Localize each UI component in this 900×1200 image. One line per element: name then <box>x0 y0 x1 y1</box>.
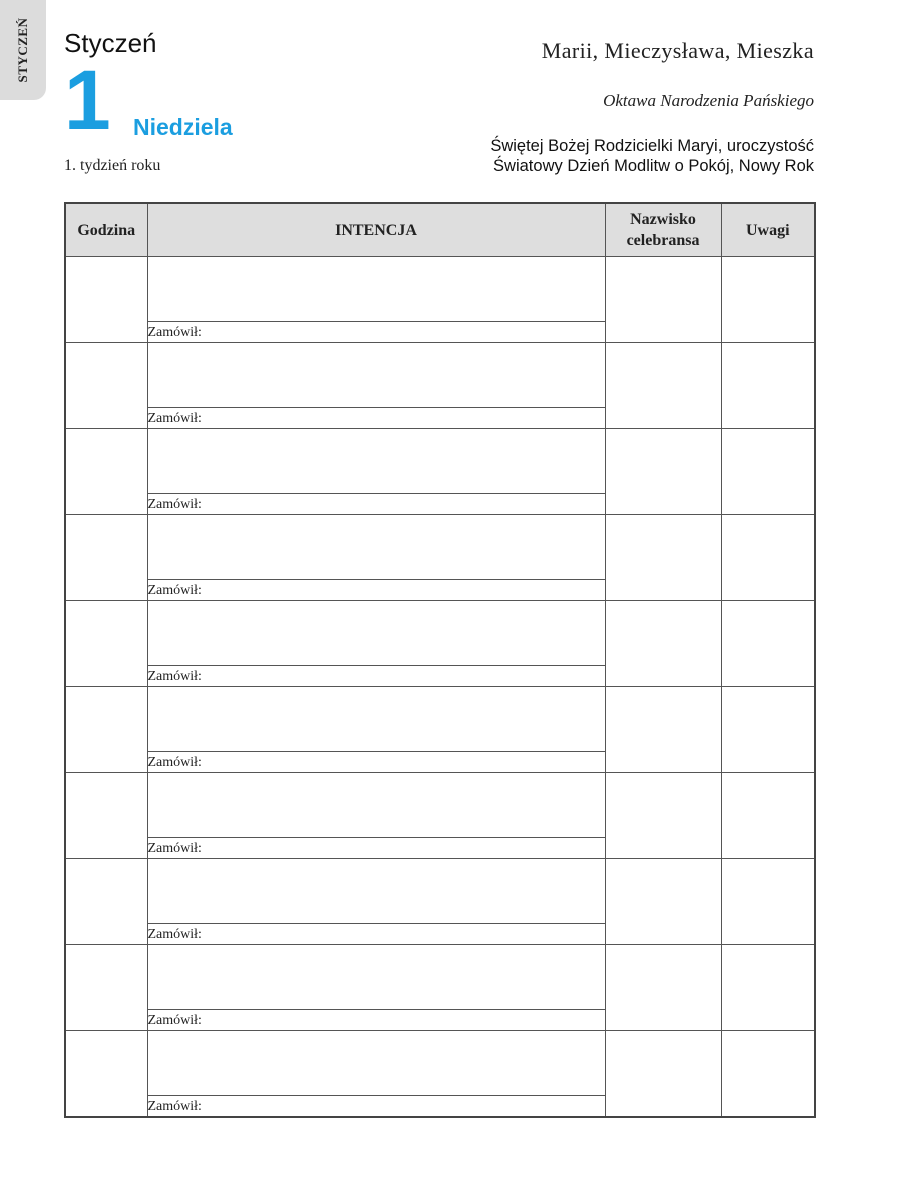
intention-cell[interactable] <box>147 343 605 408</box>
table-row <box>65 515 815 580</box>
notes-cell[interactable] <box>721 515 815 601</box>
table-header-row <box>65 203 815 257</box>
celebrant-cell[interactable] <box>605 1031 721 1118</box>
table-row <box>65 1031 815 1096</box>
table-row <box>65 687 815 752</box>
table-body <box>65 257 815 1118</box>
celebrant-cell[interactable] <box>605 343 721 429</box>
liturgical-octave: Oktawa Narodzenia Pańskiego <box>603 91 814 110</box>
notes-cell[interactable] <box>721 601 815 687</box>
celebrant-cell[interactable] <box>605 773 721 859</box>
ordered-by-label: Zamówił: <box>147 1013 202 1028</box>
day-name: Niedziela <box>133 114 233 140</box>
hour-cell[interactable] <box>65 859 147 945</box>
feast-info <box>490 136 814 176</box>
intention-cell[interactable] <box>147 257 605 322</box>
intention-cell[interactable] <box>147 687 605 752</box>
celebrant-cell[interactable] <box>605 515 721 601</box>
ordered-by-cell[interactable] <box>147 752 605 773</box>
ordered-by-cell[interactable] <box>147 1010 605 1031</box>
ordered-by-cell[interactable] <box>147 666 605 687</box>
ordered-by-label: Zamówił: <box>147 755 202 770</box>
ordered-by-cell[interactable] <box>147 580 605 601</box>
header-celebrant-line1: Nazwisko <box>630 211 696 228</box>
ordered-by-cell[interactable] <box>147 408 605 429</box>
ordered-by-label: Zamówił: <box>147 841 202 856</box>
celebrant-cell[interactable] <box>605 429 721 515</box>
header-celebrant <box>605 203 721 257</box>
ordered-by-label: Zamówił: <box>147 669 202 684</box>
intention-cell[interactable] <box>147 859 605 924</box>
feast-line-1: Świętej Bożej Rodzicielki Maryi, uroczystość <box>490 137 814 155</box>
week-of-year: 1. tydzień roku <box>64 157 161 174</box>
day-number: 1 <box>64 53 111 147</box>
intention-cell[interactable] <box>147 945 605 1010</box>
hour-cell[interactable] <box>65 1031 147 1118</box>
hour-cell[interactable] <box>65 687 147 773</box>
header-hour: Godzina <box>65 203 147 257</box>
notes-cell[interactable] <box>721 859 815 945</box>
notes-cell[interactable] <box>721 429 815 515</box>
month-side-tab <box>0 0 46 100</box>
mass-intentions-table <box>64 202 816 1118</box>
ordered-by-label: Zamówił: <box>147 411 202 426</box>
table-row <box>65 257 815 322</box>
table-row <box>65 945 815 1010</box>
table-row <box>65 773 815 838</box>
intention-cell[interactable] <box>147 601 605 666</box>
ordered-by-label: Zamówił: <box>147 927 202 942</box>
notes-cell[interactable] <box>721 257 815 343</box>
hour-cell[interactable] <box>65 945 147 1031</box>
header-intention: INTENCJA <box>147 203 605 257</box>
celebrant-cell[interactable] <box>605 859 721 945</box>
hour-cell[interactable] <box>65 773 147 859</box>
notes-cell[interactable] <box>721 687 815 773</box>
month-side-tab-label: STYCZEŃ <box>15 17 30 83</box>
intention-cell[interactable] <box>147 773 605 838</box>
hour-cell[interactable] <box>65 601 147 687</box>
namedays: Marii, Mieczysława, Mieszka <box>541 38 814 63</box>
hour-cell[interactable] <box>65 429 147 515</box>
table-row <box>65 859 815 924</box>
hour-cell[interactable] <box>65 515 147 601</box>
hour-cell[interactable] <box>65 257 147 343</box>
header-celebrant-line2: celebransa <box>626 232 700 249</box>
table-row <box>65 343 815 408</box>
intention-cell[interactable] <box>147 1031 605 1096</box>
celebrant-cell[interactable] <box>605 945 721 1031</box>
month-name: Styczeń <box>64 28 157 58</box>
ordered-by-cell[interactable] <box>147 924 605 945</box>
celebrant-cell[interactable] <box>605 257 721 343</box>
intention-cell[interactable] <box>147 515 605 580</box>
table-row <box>65 601 815 666</box>
header-notes: Uwagi <box>721 203 815 257</box>
celebrant-cell[interactable] <box>605 601 721 687</box>
ordered-by-cell[interactable] <box>147 838 605 859</box>
ordered-by-label: Zamówił: <box>147 1099 202 1114</box>
ordered-by-label: Zamówił: <box>147 497 202 512</box>
notes-cell[interactable] <box>721 945 815 1031</box>
notes-cell[interactable] <box>721 343 815 429</box>
notes-cell[interactable] <box>721 773 815 859</box>
ordered-by-cell[interactable] <box>147 322 605 343</box>
ordered-by-cell[interactable] <box>147 494 605 515</box>
ordered-by-label: Zamówił: <box>147 325 202 340</box>
notes-cell[interactable] <box>721 1031 815 1118</box>
table-row <box>65 429 815 494</box>
hour-cell[interactable] <box>65 343 147 429</box>
ordered-by-label: Zamówił: <box>147 583 202 598</box>
feast-line-2: Światowy Dzień Modlitw o Pokój, Nowy Rok <box>493 157 814 175</box>
ordered-by-cell[interactable] <box>147 1096 605 1118</box>
celebrant-cell[interactable] <box>605 687 721 773</box>
intention-cell[interactable] <box>147 429 605 494</box>
